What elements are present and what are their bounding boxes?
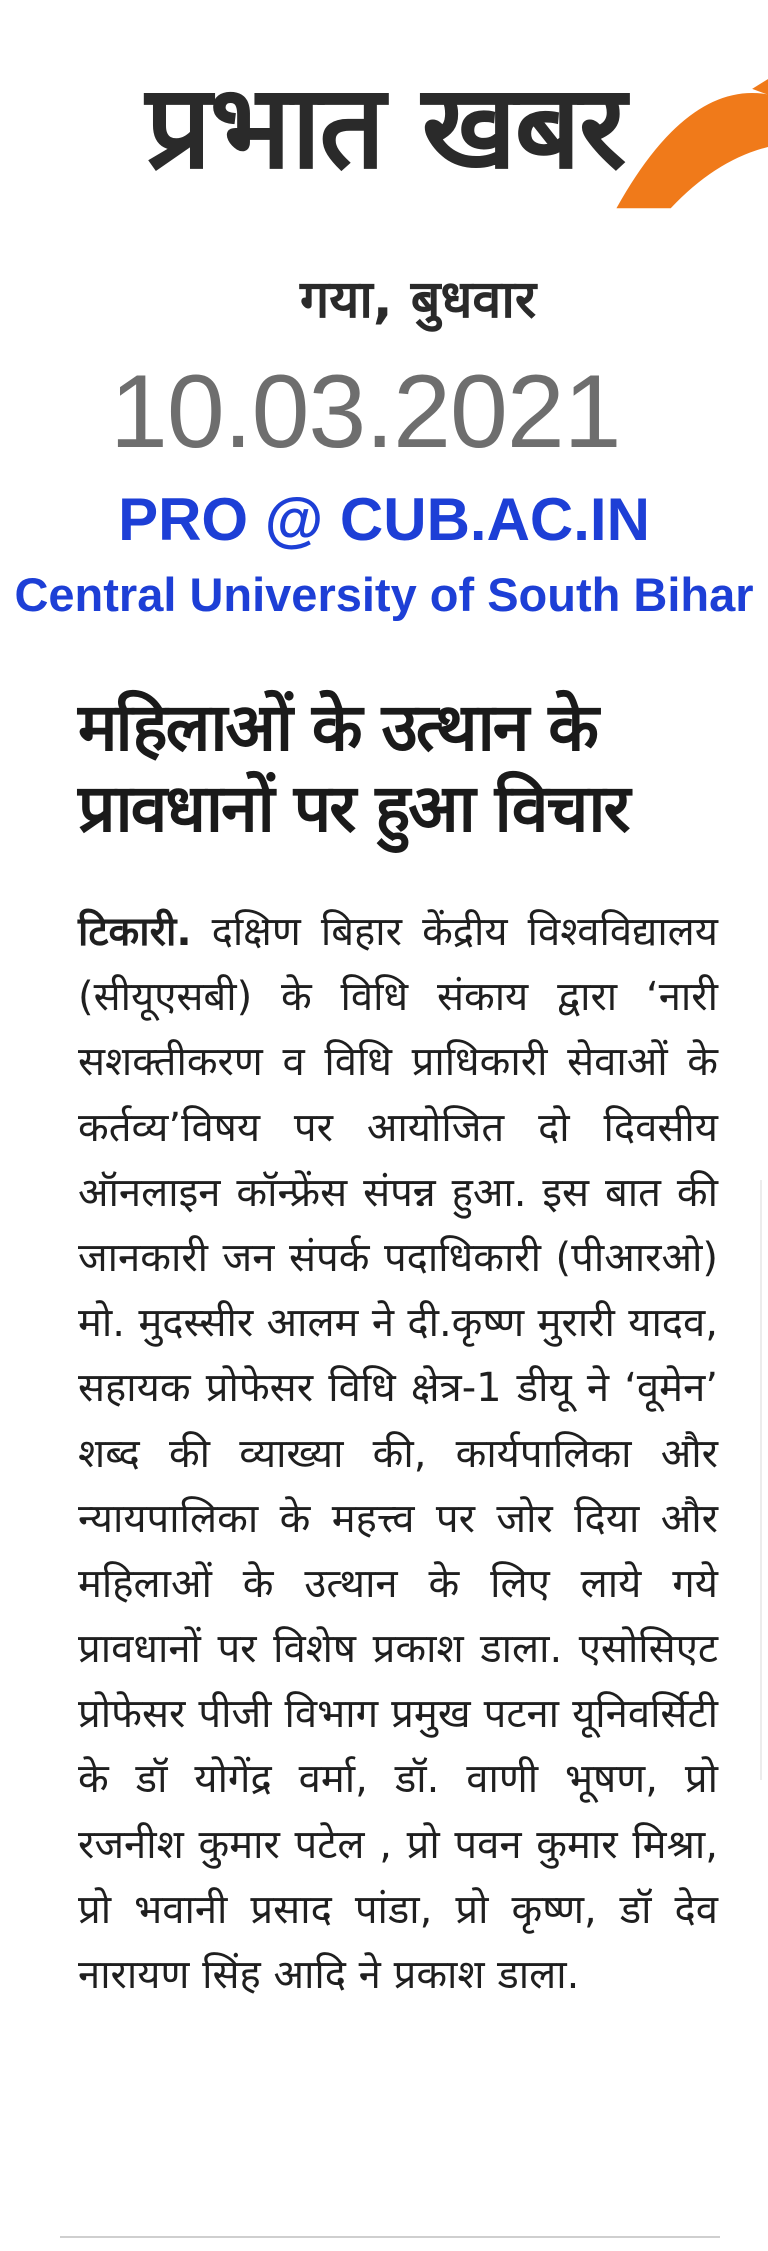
article-headline: [78, 688, 718, 849]
headline-line-1: महिलाओं के उत्थान के: [78, 689, 597, 766]
article-text: दक्षिण बिहार केंद्रीय विश्वविद्यालय (सीयूएसबी) के विधि संकाय द्वारा ‘नारी सशक्तीकरण व विधि प्राधिकारी सेवाओं के कर्तव्य’विषय पर आयोजित दो दिवसीय ऑनलाइन कॉन्फ्रेंस संपन्न हुआ. इस बात की जानकारी जन संपर्क पदाधिकारी (पीआरओ) मो. मुदस्सीर आलम ने दी.कृष्ण मुरारी यादव, सहायक प्रोफेसर विधि क्षेत्र-1 डीयू ने ‘वूमेन’ शब्द की व्याख्या की, कार्यपालिका और न्यायपालिका के महत्त्व पर जोर दिया और महिलाओं के उत्थान के लिए लाये गये प्रावधानों पर विशेष प्रकाश डाला. एसोसिएट प्रोफेसर पीजी विभाग प्रमुख पटना यूनिवर्सिटी के डॉ योगेंद्र वर्मा, डॉ. वाणी भूषण, प्रो रजनीश कुमार पटेल , प्रो पवन कुमार मिश्रा, प्रो भवानी प्रसाद पांडा, प्रो कृष्ण, डॉ देव नारायण सिंह आदि ने प्रकाश डाला.: [78, 909, 718, 1998]
headline-line-2: प्रावधानों पर हुआ विचार: [78, 769, 629, 847]
publication-date: 10.03.2021: [110, 354, 621, 470]
bottom-rule: [60, 2236, 720, 2238]
masthead-title: प्रभात खबर: [145, 60, 625, 195]
university-name: Central University of South Bihar: [14, 568, 754, 621]
place-day: गया, बुधवार: [300, 270, 537, 330]
article-body: [78, 900, 718, 2008]
article-lead: टिकारी.: [78, 909, 192, 955]
page-edge-divider: [760, 1180, 762, 1780]
pro-email: PRO @ CUB.AC.IN: [118, 486, 650, 553]
newspaper-masthead: [50, 40, 720, 230]
